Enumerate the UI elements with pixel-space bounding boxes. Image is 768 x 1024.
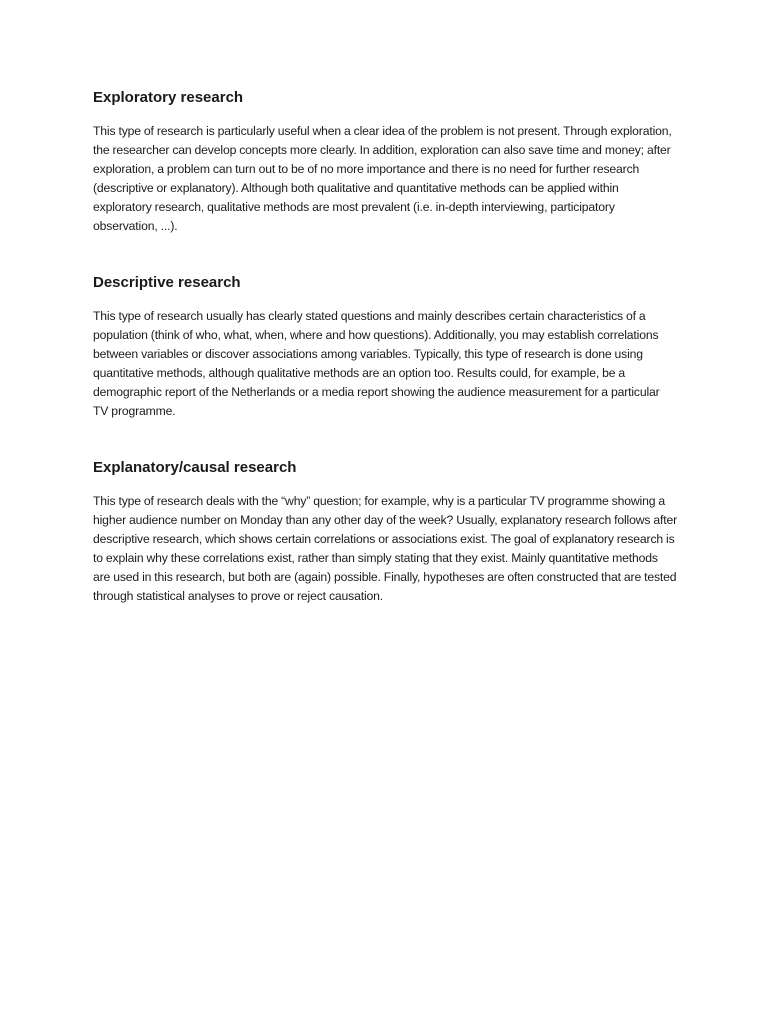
section-exploratory-research: [93, 88, 677, 236]
document-content: [93, 88, 677, 643]
section-heading: Exploratory research: [93, 89, 244, 106]
section-paragraph: This type of research deals with the “why” question; for example, why is a particular TV programme showing a higher audience number on Monday than any other day of the week? Usually, explanatory research follows after descriptive research, which shows certain correlations or associations exist. The goal of explanatory research is to explain why these correlations exist, rather than simply stating that they exist. Mainly quantitative methods are used in this research, but both are (again) possible. Finally, hypotheses are often constructed that are tested through statistical analyses to prove or reject causation.: [93, 494, 678, 603]
section-heading: Explanatory/causal research: [93, 459, 297, 476]
section-descriptive-research: [93, 273, 677, 421]
section-paragraph: This type of research is particularly useful when a clear idea of the problem is not present. Through exploration, the researcher can develop concepts more clearly. In addition, exploration can also save time and money; after exploration, a problem can turn out to be of no more importance and there is no need for further research (descriptive or explanatory). Although both qualitative and quantitative methods can be applied within exploratory research, qualitative methods are most prevalent (i.e. in-depth interviewing, participatory observation, ...).: [93, 124, 672, 233]
section-heading: Descriptive research: [93, 274, 241, 291]
section-explanatory-causal-research: [93, 458, 677, 606]
section-paragraph: This type of research usually has clearly stated questions and mainly describes certain characteristics of a population (think of who, what, when, where and how questions). Additionally, you may establish correlations between variables or discover associations among variables. Typically, this type of research is done using quantitative methods, although qualitative methods are an option too. Results could, for example, be a demographic report of the Netherlands or a media report showing the audience measurement for a particular TV programme.: [93, 309, 660, 418]
